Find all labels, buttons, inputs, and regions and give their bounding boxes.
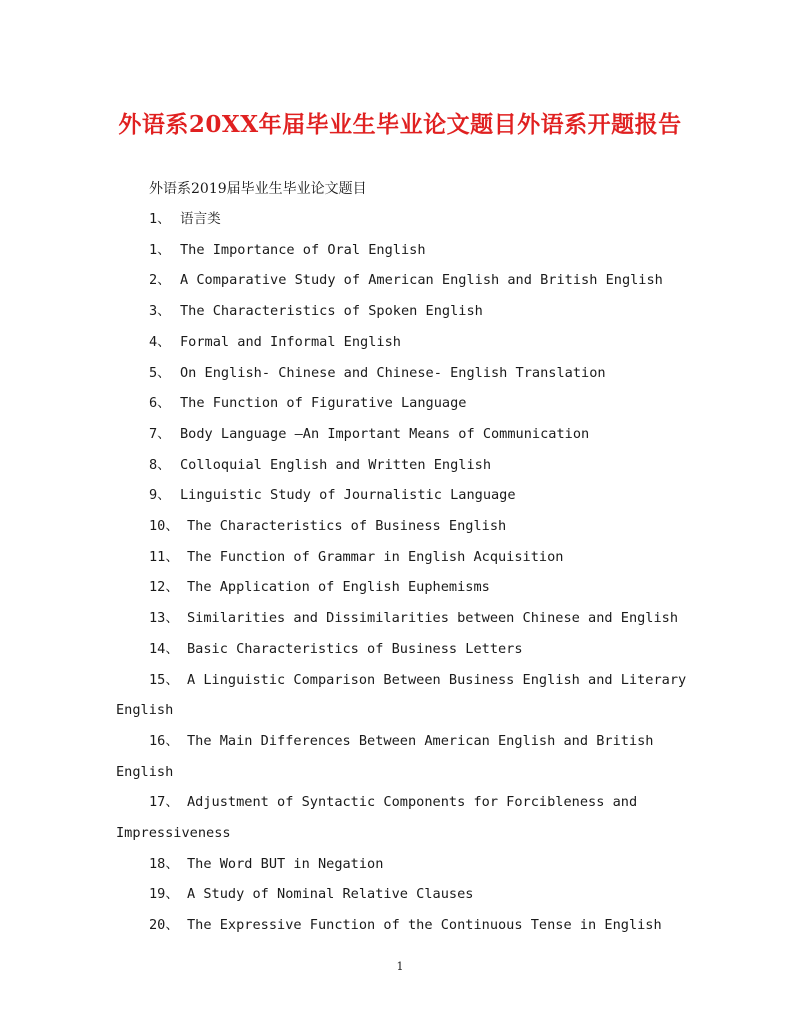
list-item	[0, 450, 800, 481]
list-item	[0, 480, 800, 511]
item-text: The Application of English Euphemisms	[187, 579, 490, 596]
item-text-continuation: English	[116, 763, 174, 780]
item-number: 8、	[149, 456, 171, 473]
item-number: 3、	[149, 303, 171, 320]
list-item	[0, 910, 800, 941]
item-text: The Importance of Oral English	[180, 241, 426, 258]
item-number: 2、	[149, 272, 171, 289]
list-item	[0, 388, 800, 419]
list-item	[0, 296, 800, 327]
item-text: The Expressive Function of the Continuous Tense in English	[187, 917, 662, 934]
list-item	[0, 603, 800, 634]
list-item	[0, 327, 800, 358]
document-subtitle: 外语系2019届毕业生毕业论文题目	[149, 181, 367, 197]
list-item	[0, 235, 800, 266]
list-item	[0, 572, 800, 603]
item-text: On English- Chinese and Chinese- English Translation	[180, 364, 606, 381]
item-number: 15、	[149, 671, 179, 688]
item-number: 19、	[149, 886, 179, 903]
item-text: A Linguistic Comparison Between Business English and Literary	[187, 671, 687, 688]
item-number: 7、	[149, 425, 171, 442]
item-number: 18、	[149, 855, 179, 872]
item-number: 1、	[149, 241, 171, 258]
list-item	[0, 849, 800, 880]
item-number: 11、	[149, 548, 179, 565]
item-text: A Comparative Study of American English and British English	[180, 272, 663, 289]
item-number: 16、	[149, 732, 179, 749]
item-text: Basic Characteristics of Business Letters	[187, 640, 523, 657]
thesis-topic-list	[0, 204, 800, 941]
item-text: Linguistic Study of Journalistic Language	[180, 487, 516, 504]
list-item	[0, 204, 800, 235]
item-text-continuation: Impressiveness	[116, 825, 231, 842]
item-text: The Word BUT in Negation	[187, 855, 384, 872]
item-text: The Main Differences Between American English and British	[187, 732, 654, 749]
list-item	[0, 726, 800, 787]
item-text: Body Language –An Important Means of Communication	[180, 425, 590, 442]
item-text: A Study of Nominal Relative Clauses	[187, 886, 474, 903]
item-number: 6、	[149, 395, 171, 412]
list-item	[0, 358, 800, 389]
item-text: Colloquial English and Written English	[180, 456, 491, 473]
item-text: 语言类	[180, 211, 221, 227]
item-text: The Characteristics of Business English	[187, 518, 507, 535]
list-item	[0, 665, 800, 726]
list-item	[0, 787, 800, 848]
list-item	[0, 419, 800, 450]
item-number: 9、	[149, 487, 171, 504]
item-number: 17、	[149, 794, 179, 811]
list-item	[0, 542, 800, 573]
item-number: 5、	[149, 364, 171, 381]
list-item	[0, 511, 800, 542]
list-item	[0, 879, 800, 910]
item-text: The Characteristics of Spoken English	[180, 303, 483, 320]
item-number: 13、	[149, 610, 179, 627]
item-text: Formal and Informal English	[180, 333, 401, 350]
page-number: 1	[396, 960, 404, 973]
list-item	[0, 265, 800, 296]
item-text: Similarities and Dissimilarities between Chinese and English	[187, 610, 679, 627]
item-number: 10、	[149, 518, 179, 535]
list-item	[0, 634, 800, 665]
item-number: 12、	[149, 579, 179, 596]
item-text: The Function of Figurative Language	[180, 395, 467, 412]
item-text: The Function of Grammar in English Acquisition	[187, 548, 564, 565]
item-text: Adjustment of Syntactic Components for Forcibleness and	[187, 794, 638, 811]
item-number: 1、	[149, 211, 171, 227]
item-number: 14、	[149, 640, 179, 657]
item-number: 20、	[149, 917, 179, 934]
item-number: 4、	[149, 333, 171, 350]
document-title: 外语系20XX年届毕业生毕业论文题目外语系开题报告	[118, 111, 682, 138]
item-text-continuation: English	[116, 702, 174, 719]
